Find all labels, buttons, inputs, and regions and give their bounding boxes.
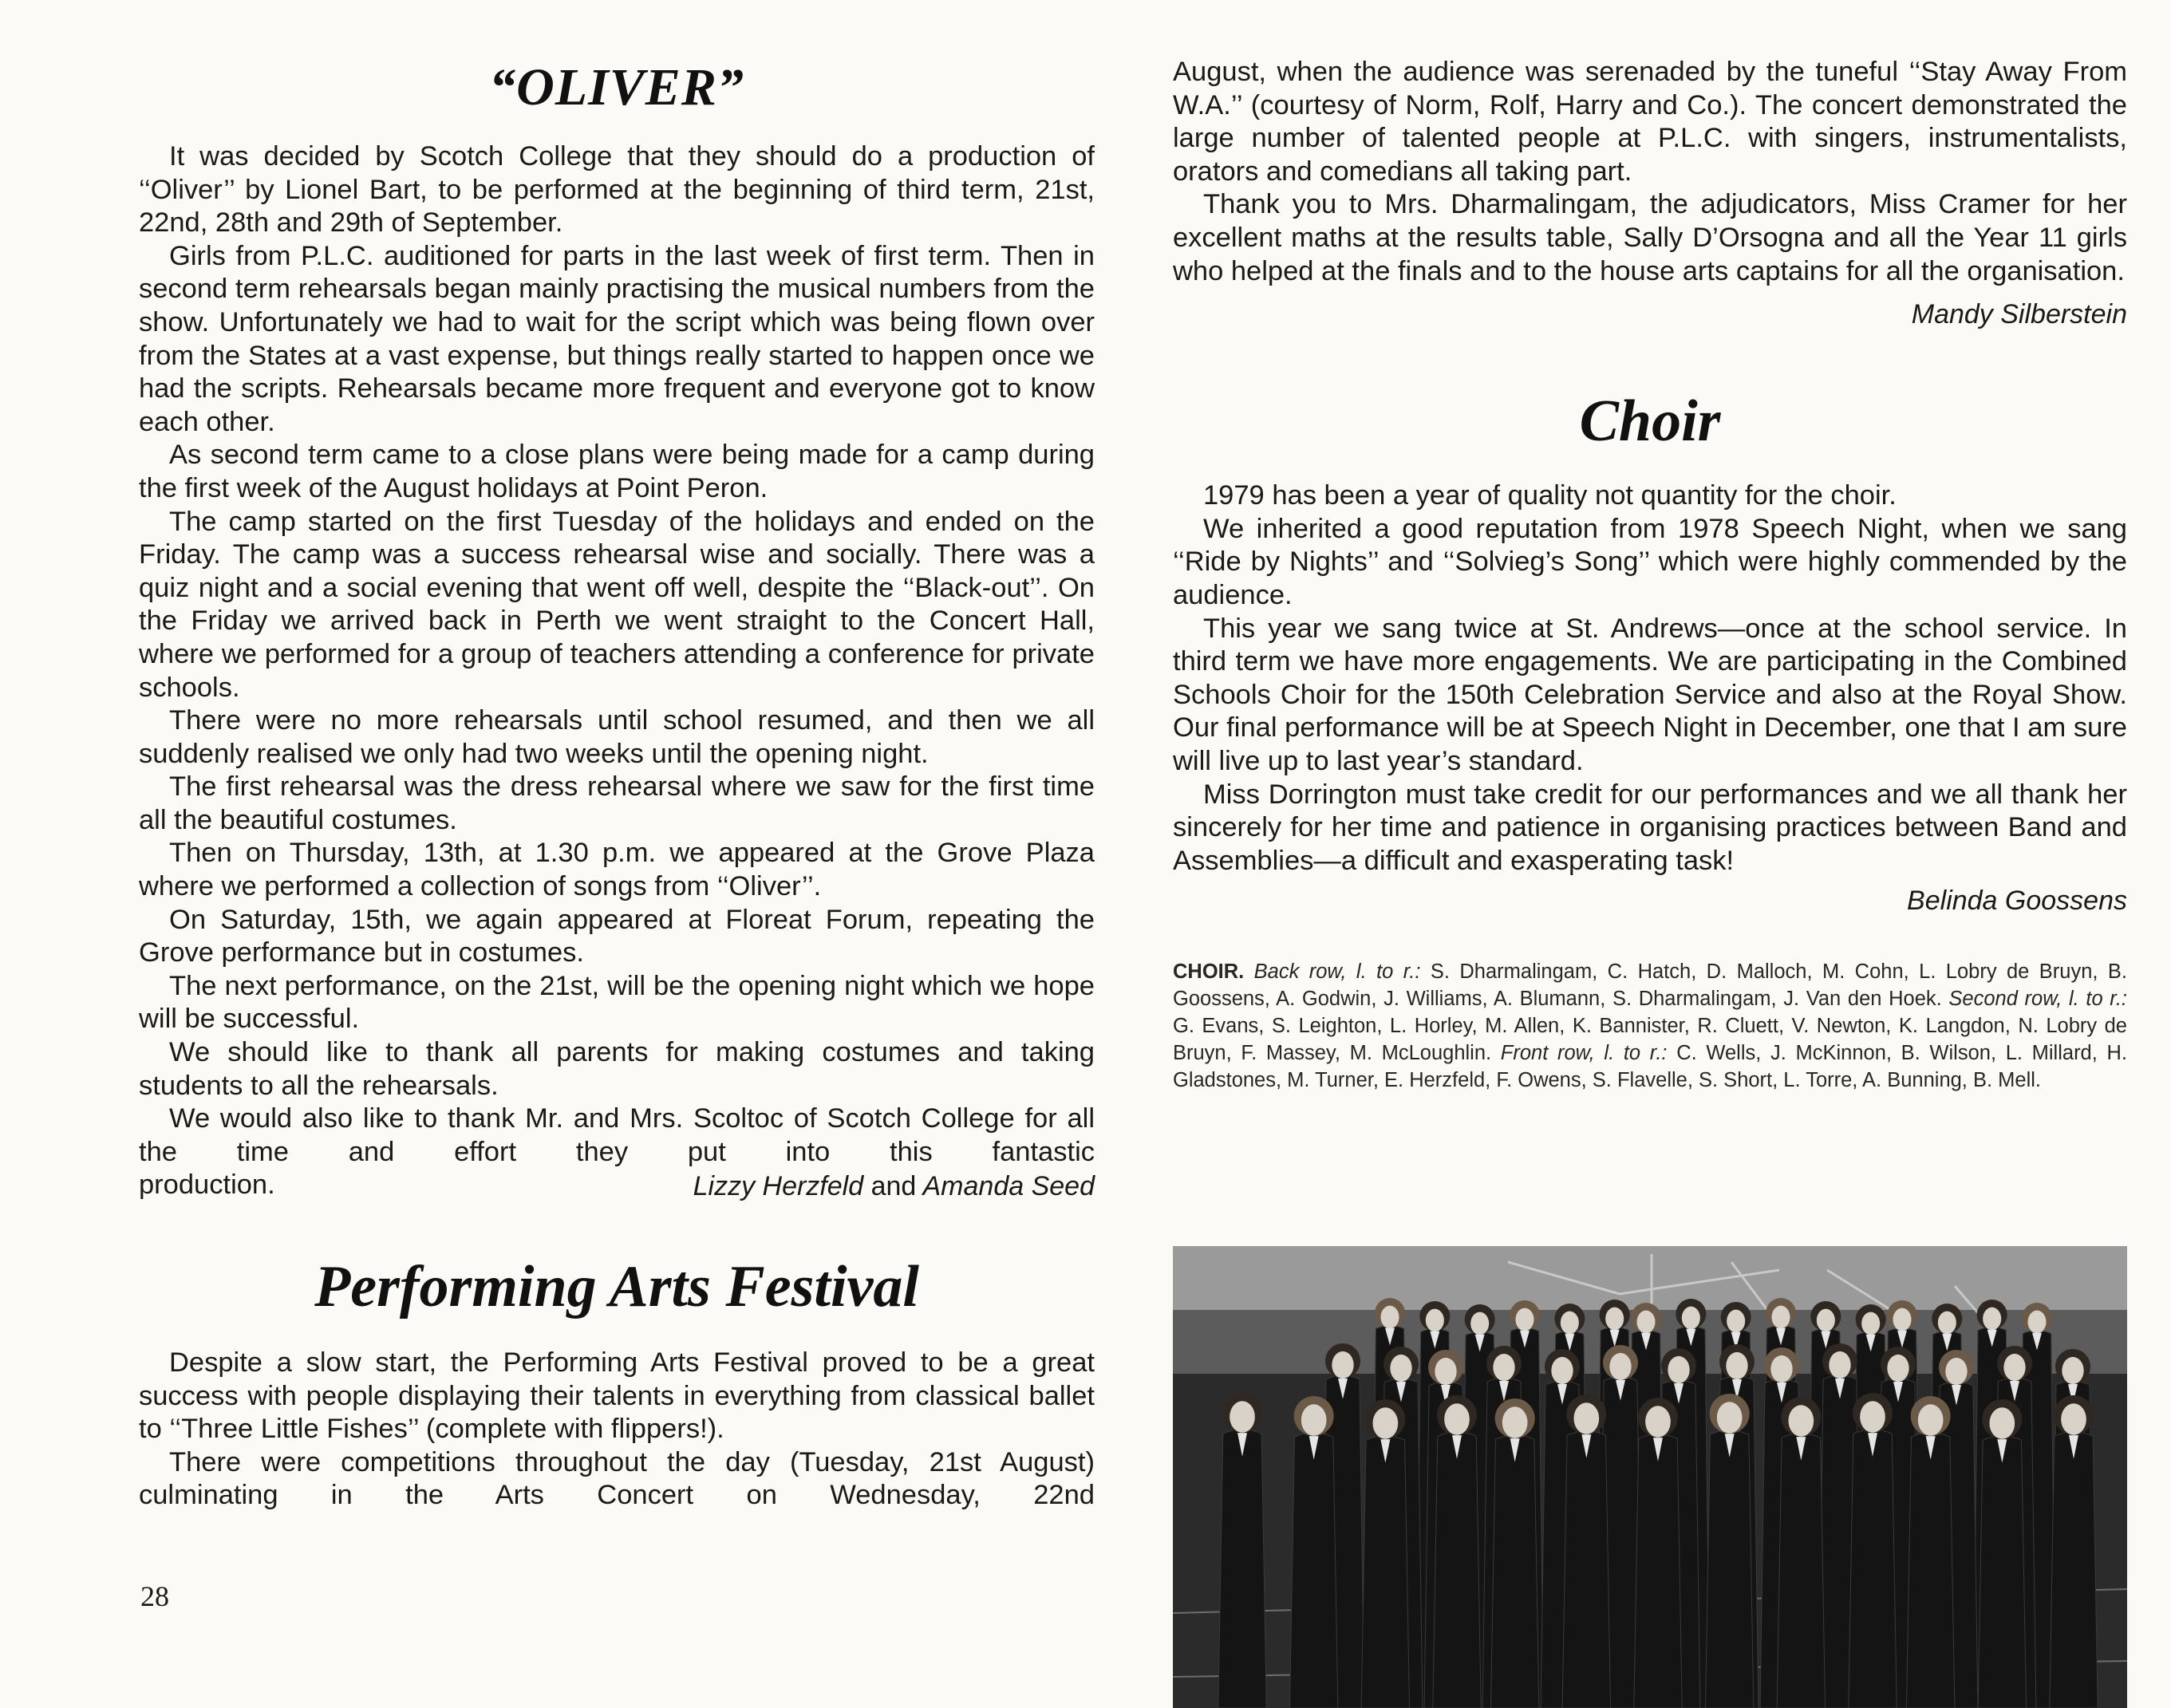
oliver-paragraph: Then on Thursday, 13th, at 1.30 p.m. we appeared at the Grove Plaza where we performed a collection of songs from ‘‘Oliver’’.	[139, 838, 1095, 902]
oliver-paragraph: The camp started on the first Tuesday of the holidays and ended on the Friday. The camp was a success rehearsal wise and socially. There was a quiz night and a social evening that went off well, despite the ‘‘Black-out’’. On the Friday we arrived back in Perth we went straight to the Concert Hall, where we performed for a group of teachers attending a conference for private schools.	[139, 506, 1095, 703]
choir-paragraph: We inherited a good reputation from 1978 Speech Night, when we sang ‘‘Ride by Nights’’ and ‘‘Solvieg’s Song’’ which were highly commended by the audience.	[1173, 513, 2127, 610]
oliver-last-line	[139, 1169, 1095, 1202]
oliver-paragraph: We should like to thank all parents for making costumes and taking students to all the rehearsals.	[139, 1037, 1095, 1101]
oliver-paragraph: On Saturday, 15th, we again appeared at Floreat Forum, repeating the Grove performance but in costumes.	[139, 904, 1095, 968]
festival-title: Performing Arts Festival	[314, 1254, 919, 1319]
oliver-paragraph: It was decided by Scotch College that they should do a production of ‘‘Oliver’’ by Lionel Bart, to be performed at the beginning of third term, 21st, 22nd, 28th and 29th of September.	[139, 141, 1095, 239]
oliver-authors	[693, 1171, 1095, 1202]
caption-second-row: G. Evans, S. Leighton, L. Horley, M. Allen, K. Bannister, R. Cluett, V. Newton, K. Langdon, N. Lobry de Bruyn, F. Massey, M. McLoughlin.	[1173, 1015, 2127, 1065]
page-number: 28	[140, 1580, 169, 1612]
oliver-paragraph: The next performance, on the 21st, will be the opening night which we hope will be successful.	[139, 970, 1095, 1035]
photo-caption	[1173, 958, 2127, 1094]
oliver-author-and: and	[870, 1171, 917, 1201]
caption-front-row-label: Front row, l. to r.:	[1500, 1042, 1668, 1065]
oliver-paragraph: Girls from P.L.C. auditioned for parts in the last week of first term. Then in second term rehearsals began mainly practising the musical numbers from the show. Unfortunately we had to wait for the script which was being flown over from the States at a vast expense, but things really started to happen once we had the scripts. Rehearsals became more frequent and everyone got to know each other.	[139, 240, 1095, 437]
choir-photo	[1173, 1246, 2127, 1708]
oliver-paragraph: As second term came to a close plans were being made for a camp during the first week of the August holidays at Point Peron.	[139, 440, 1095, 503]
festival-continued-paragraph: August, when the audience was serenaded by the tuneful ‘‘Stay Away From W.A.’’ (courtesy of Norm, Rolf, Harry and Co.). The concert demonstrated the large number of talented people at P.L.C. with singers, instrumentalists, orators and comedians all taking part.	[1173, 57, 2127, 187]
oliver-paragraph: The first rehearsal was the dress rehearsal where we saw for the first time all the beautiful costumes.	[139, 771, 1095, 835]
oliver-author-2: Amanda Seed	[922, 1171, 1095, 1201]
choir-paragraph: This year we sang twice at St. Andrews—once at the school service. In third term we have more engagements. We are participating in the Combined Schools Choir for the 150th Celebration Service and also at the Royal Show. Our final performance will be at Speech Night in December, one that I am sure will live up to last year’s standard.	[1173, 613, 2127, 776]
caption-back-row: S. Dharmalingam, C. Hatch, D. Malloch, M. Cohn, L. Lobry de Bruyn, B. Goossens, A. Godwin, J. Williams, A. Blumann, S. Dharmalingam, J. Van den Hoek.	[1173, 961, 2127, 1011]
right-column	[1173, 56, 2127, 1094]
choir-paragraph: Miss Dorrington must take credit for our performances and we all thank her sincerely for her time and patience in organising practices between Band and Assemblies—a difficult and exasperating task!	[1173, 779, 2127, 876]
festival-paragraph: There were competitions throughout the day (Tuesday, 21st August) culminating in the Arts Concert on Wednesday, 22nd	[139, 1446, 1095, 1511]
festival-paragraph: Despite a slow start, the Performing Arts Festival proved to be a great success with people displaying their talents in everything from classical ballet to ‘‘Three Little Fishes’’ (complete with flippers!).	[139, 1347, 1095, 1445]
oliver-last-word: production.	[139, 1170, 275, 1201]
choir-author: Belinda Goossens	[1907, 886, 2127, 917]
festival-continued-paragraph: Thank you to Mrs. Dharmalingam, the adjudicators, Miss Cramer for her excellent maths at the results table, Sally D’Orsogna and all the Year 11 girls who helped at the finals and to the house arts captains for all the organisation.	[1173, 189, 2127, 286]
oliver-author-1: Lizzy Herzfeld	[693, 1171, 864, 1201]
choir-photo-graphic	[1173, 1246, 2127, 1708]
caption-back-row-label: Back row, l. to r.:	[1253, 961, 1421, 984]
oliver-paragraph: There were no more rehearsals until school resumed, and then we all suddenly realised we only had two weeks until the opening night.	[139, 705, 1095, 769]
left-column	[139, 0, 1095, 1513]
festival-author: Mandy Silberstein	[1911, 299, 2127, 330]
oliver-title: “OLIVER”	[489, 58, 744, 116]
caption-front-row: C. Wells, J. McKinnon, B. Wilson, L. Millard, H. Gladstones, M. Turner, E. Herzfeld, F. Owens, S. Flavelle, S. Short, L. Torre, A. Bunning, B. Mell.	[1173, 1042, 2127, 1092]
choir-paragraph: 1979 has been a year of quality not quantity for the choir.	[1203, 480, 1897, 511]
oliver-paragraph: We would also like to thank Mr. and Mrs. Scoltoc of Scotch College for all the time and effort they put into this fantastic	[139, 1103, 1095, 1167]
choir-title: Choir	[1579, 389, 1721, 455]
caption-second-row-label: Second row, l. to r.:	[1948, 988, 2128, 1011]
caption-label: CHOIR.	[1173, 961, 1245, 984]
